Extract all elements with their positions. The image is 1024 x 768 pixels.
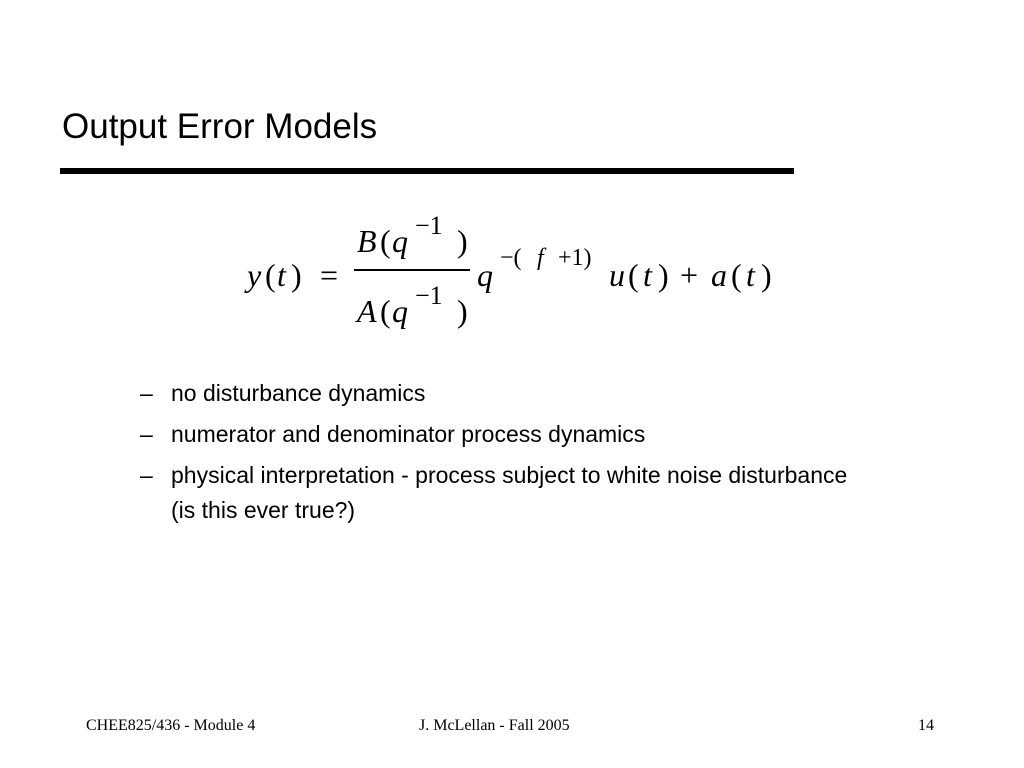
eq-den-fn: A <box>357 293 377 329</box>
eq-shift-exp-var: f <box>537 245 544 271</box>
eq-lhs: y <box>247 257 262 293</box>
eq-lhs-open: ( <box>265 257 276 293</box>
bullet-item <box>140 417 900 452</box>
eq-den-open: ( <box>380 293 391 329</box>
bullet-dash: – <box>140 380 153 406</box>
eq-den-exp: −1 <box>415 281 443 310</box>
eq-noise: a <box>711 257 727 293</box>
bullet-item <box>140 376 900 411</box>
bullet-list <box>140 376 900 534</box>
slide-title: Output Error Models <box>62 107 378 146</box>
eq-shift-exp-prefix: −( <box>500 245 522 271</box>
eq-num-open: ( <box>380 223 391 259</box>
eq-input-close: ) <box>658 257 669 293</box>
eq-input-arg: t <box>643 257 652 293</box>
eq-shift-exp-suffix: +1) <box>558 245 592 271</box>
eq-num-close: ) <box>457 223 468 259</box>
footer-page-number: 14 <box>918 717 934 734</box>
eq-input-open: ( <box>628 257 639 293</box>
eq-input: u <box>609 257 625 293</box>
eq-den-close: ) <box>457 293 468 329</box>
eq-noise-open: ( <box>731 257 742 293</box>
eq-num-fn: B <box>357 223 377 259</box>
eq-plus: + <box>680 257 699 293</box>
bullet-item <box>140 458 900 528</box>
eq-num-var: q <box>392 223 408 259</box>
bullet-text: no disturbance dynamics <box>171 380 426 406</box>
eq-lhs-arg: t <box>277 257 286 293</box>
eq-den-var: q <box>392 293 408 329</box>
eq-noise-arg: t <box>746 257 755 293</box>
eq-fraction-bar <box>354 269 470 271</box>
footer-course: CHEE825/436 - Module 4 <box>86 717 256 734</box>
eq-shift-var: q <box>477 257 493 293</box>
eq-lhs-close: ) <box>291 257 302 293</box>
footer-author: J. McLellan - Fall 2005 <box>419 717 570 734</box>
bullet-dash: – <box>140 462 153 488</box>
eq-noise-close: ) <box>761 257 772 293</box>
eq-num-exp: −1 <box>415 211 443 240</box>
bullet-text: physical interpretation - process subject to white noise disturbance (is this ever true?) <box>171 462 848 523</box>
bullet-text: numerator and denominator process dynamics <box>171 421 646 447</box>
bullet-dash: – <box>140 421 153 447</box>
eq-equals: = <box>320 257 339 293</box>
